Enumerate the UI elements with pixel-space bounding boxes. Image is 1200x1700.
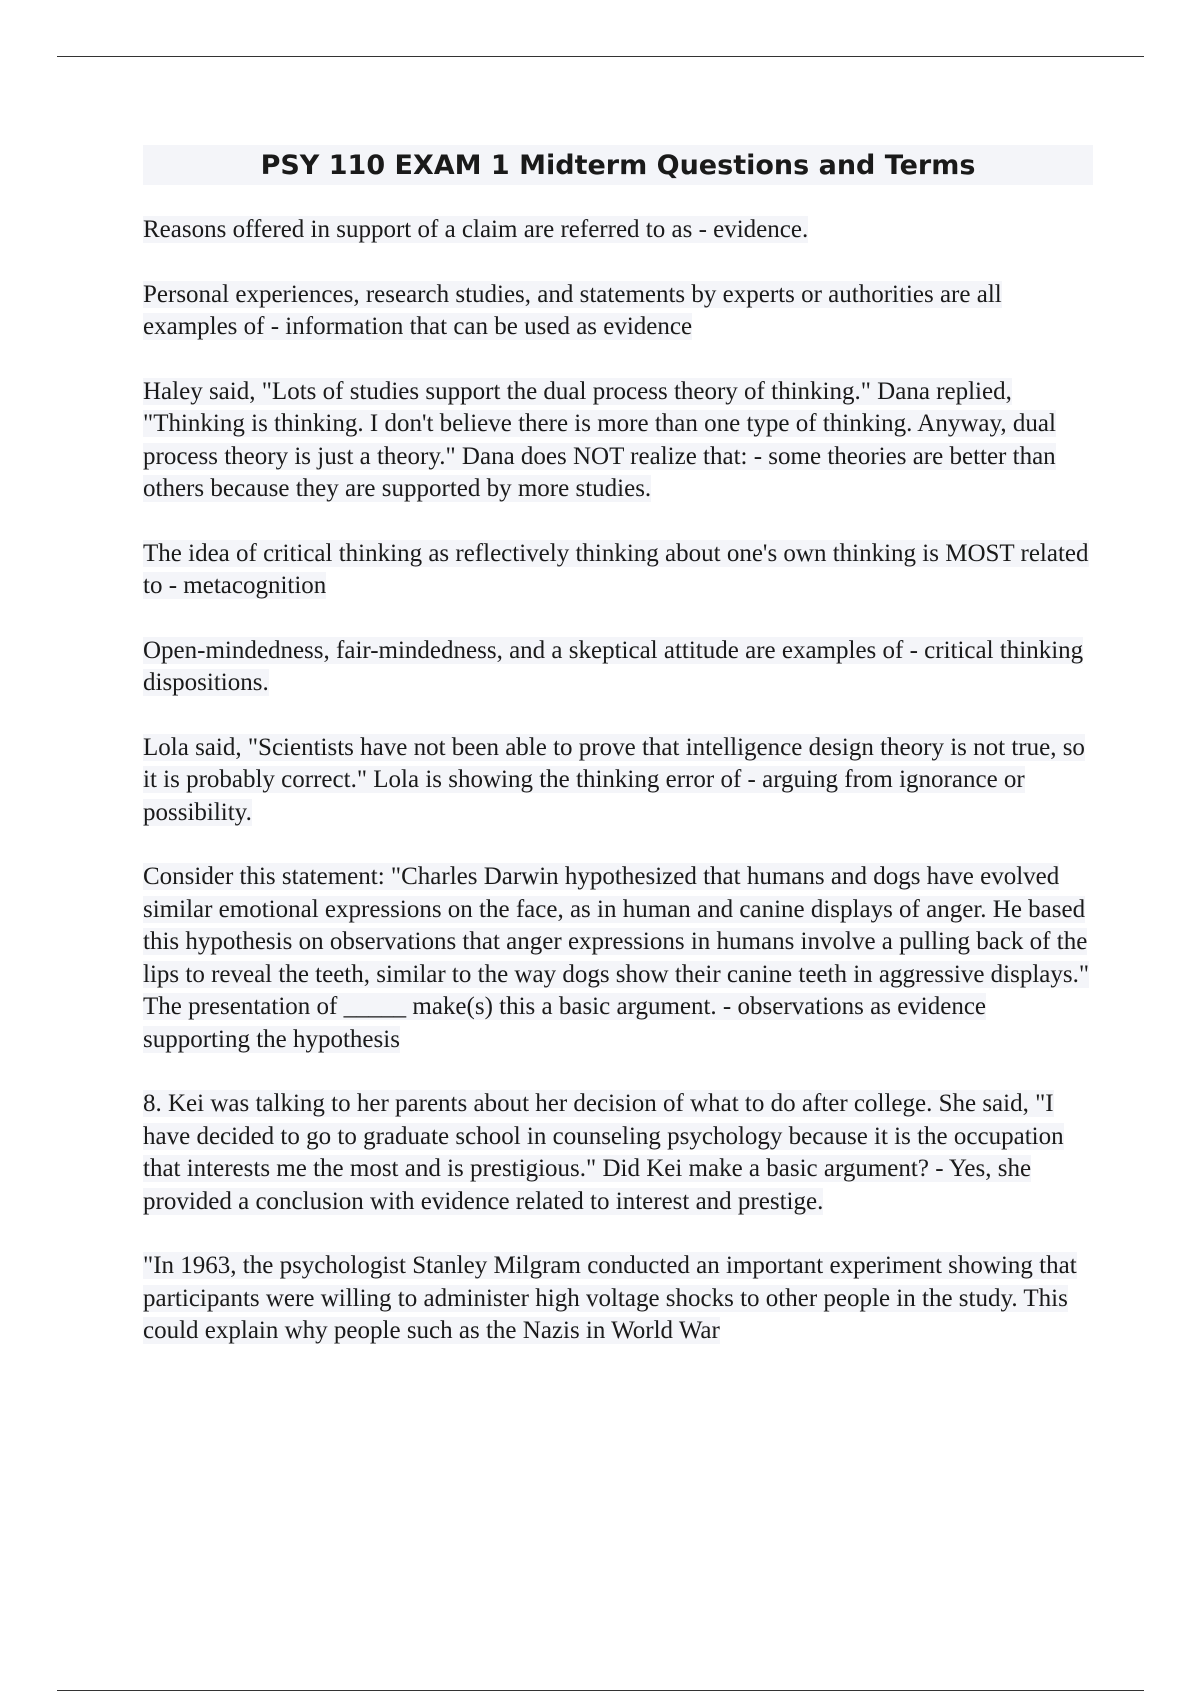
qa-item (143, 538, 1093, 603)
qa-item (143, 1250, 1093, 1348)
qa-text: Personal experiences, research studies, and statements by experts or authorities are all examples of - information that can be used as evidence (143, 280, 1002, 340)
qa-text: The idea of critical thinking as reflectively thinking about one's own thinking is MOST related to - metacognition (143, 539, 1089, 599)
footer-rule (57, 1690, 1144, 1691)
qa-item (143, 635, 1093, 700)
qa-text: Haley said, "Lots of studies support the dual process theory of thinking." Dana replied, "Thinking is thinking. I don't believe there is more than one type of thinking. Anyway, dual process theory is just a theory." Dana does NOT realize that: - some theories are better than others because they are supported by more studies. (143, 377, 1056, 502)
document-title: PSY 110 EXAM 1 Midterm Questions and Terms (260, 149, 976, 181)
qa-item (143, 214, 1093, 247)
header-rule (57, 56, 1144, 57)
qa-text: Consider this statement: "Charles Darwin hypothesized that humans and dogs have evolved similar emotional expressions on the face, as in human and canine displays of anger. He based this hypothesis on observations that anger expressions in humans involve a pulling back of the lips to reveal the teeth, similar to the way dogs show their canine teeth in aggressive displays." The presentation of _____ make(s) this a basic argument. - observations as evidence supporting the hypothesis (143, 863, 1090, 1053)
qa-item (143, 376, 1093, 506)
qa-item (143, 732, 1093, 830)
qa-text: Reasons offered in support of a claim are referred to as - evidence. (143, 216, 809, 243)
qa-text: "In 1963, the psychologist Stanley Milgram conducted an important experiment showing that participants were willing to administer high voltage shocks to other people in the study. This could explain why people such as the Nazis in World War (143, 1252, 1077, 1344)
qa-text: Open-mindedness, fair-mindedness, and a skeptical attitude are examples of - critical thinking dispositions. (143, 636, 1084, 696)
title-banner (143, 145, 1093, 185)
qa-text: Lola said, "Scientists have not been able to prove that intelligence design theory is not true, so it is probably correct." Lola is showing the thinking error of - arguing from ignorance or possibility. (143, 733, 1085, 826)
document-body (143, 214, 1093, 1380)
qa-text: 8. Kei was talking to her parents about her decision of what to do after college. She said, "I have decided to go to graduate school in counseling psychology because it is the occupation that interests me the most and is prestigious." Did Kei make a basic argument? - Yes, she provided a conclusion with evidence related to interest and prestige. (143, 1090, 1064, 1215)
qa-item (143, 1088, 1093, 1218)
qa-item (143, 861, 1093, 1056)
qa-item (143, 279, 1093, 344)
